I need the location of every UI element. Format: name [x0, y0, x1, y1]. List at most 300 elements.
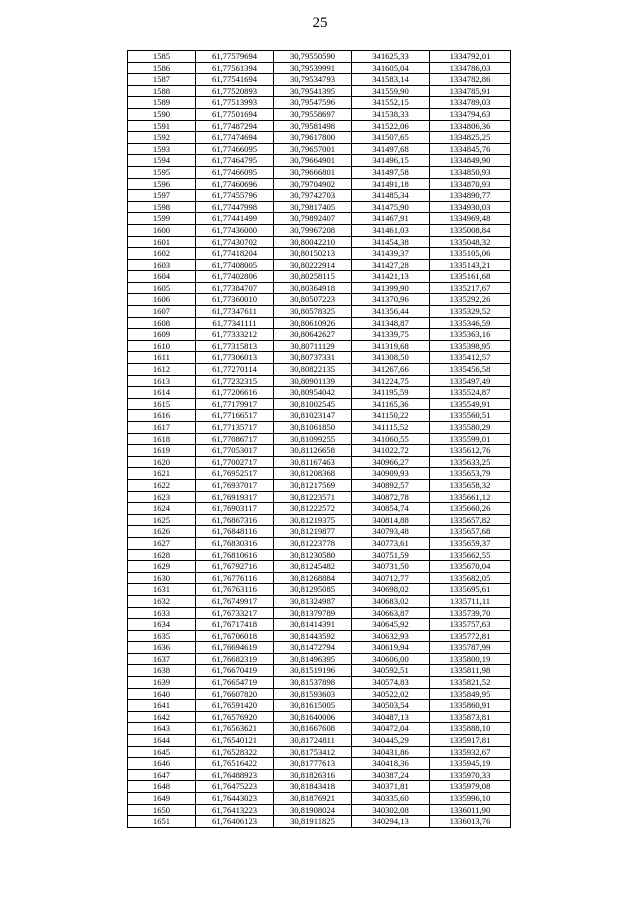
- table-row: [128, 816, 511, 828]
- table-row: [128, 584, 511, 596]
- point-number-cell: 1626: [128, 526, 196, 538]
- x-coordinate-cell: 340445,29: [352, 735, 430, 747]
- y-coordinate-cell: 1335970,33: [430, 769, 511, 781]
- x-coordinate-cell: 340645,92: [352, 619, 430, 631]
- y-coordinate-cell: 1335658,32: [430, 479, 511, 491]
- y-coordinate-cell: 1334792,01: [430, 51, 511, 63]
- longitude-cell: 30,81876921: [274, 793, 352, 805]
- longitude-cell: 30,81126658: [274, 445, 352, 457]
- x-coordinate-cell: 341267,66: [352, 364, 430, 376]
- latitude-cell: 61,76488923: [196, 769, 274, 781]
- latitude-cell: 61,76733217: [196, 607, 274, 619]
- latitude-cell: 61,77513993: [196, 97, 274, 109]
- x-coordinate-cell: 340663,87: [352, 607, 430, 619]
- longitude-cell: 30,81002545: [274, 398, 352, 410]
- table-row: [128, 74, 511, 86]
- table-row: [128, 468, 511, 480]
- longitude-cell: 30,81023147: [274, 410, 352, 422]
- longitude-cell: 30,81324987: [274, 595, 352, 607]
- latitude-cell: 61,77232315: [196, 375, 274, 387]
- x-coordinate-cell: 340503,54: [352, 700, 430, 712]
- point-number-cell: 1586: [128, 62, 196, 74]
- x-coordinate-cell: 340487,13: [352, 711, 430, 723]
- y-coordinate-cell: 1335612,76: [430, 445, 511, 457]
- longitude-cell: 30,80150213: [274, 248, 352, 260]
- y-coordinate-cell: 1334969,48: [430, 213, 511, 225]
- x-coordinate-cell: 341348,87: [352, 317, 430, 329]
- point-number-cell: 1619: [128, 445, 196, 457]
- table-row: [128, 62, 511, 74]
- point-number-cell: 1591: [128, 120, 196, 132]
- x-coordinate-cell: 340522,02: [352, 688, 430, 700]
- latitude-cell: 61,77418204: [196, 248, 274, 260]
- table-row: [128, 491, 511, 503]
- latitude-cell: 61,77053017: [196, 445, 274, 457]
- y-coordinate-cell: 1334825,25: [430, 132, 511, 144]
- longitude-cell: 30,79967208: [274, 224, 352, 236]
- point-number-cell: 1614: [128, 387, 196, 399]
- point-number-cell: 1622: [128, 479, 196, 491]
- point-number-cell: 1602: [128, 248, 196, 260]
- y-coordinate-cell: 1335996,10: [430, 793, 511, 805]
- point-number-cell: 1628: [128, 549, 196, 561]
- point-number-cell: 1638: [128, 665, 196, 677]
- table-row: [128, 433, 511, 445]
- table-row: [128, 723, 511, 735]
- table-row: [128, 236, 511, 248]
- longitude-cell: 30,80507223: [274, 294, 352, 306]
- longitude-cell: 30,80954042: [274, 387, 352, 399]
- longitude-cell: 30,79704902: [274, 178, 352, 190]
- table-row: [128, 445, 511, 457]
- longitude-cell: 30,79892407: [274, 213, 352, 225]
- x-coordinate-cell: 340619,94: [352, 642, 430, 654]
- latitude-cell: 61,77466095: [196, 143, 274, 155]
- latitude-cell: 61,77460696: [196, 178, 274, 190]
- x-coordinate-cell: 341165,36: [352, 398, 430, 410]
- table-row: [128, 746, 511, 758]
- latitude-cell: 61,76576920: [196, 711, 274, 723]
- point-number-cell: 1640: [128, 688, 196, 700]
- table-row: [128, 769, 511, 781]
- x-coordinate-cell: 340606,00: [352, 653, 430, 665]
- x-coordinate-cell: 341522,06: [352, 120, 430, 132]
- longitude-cell: 30,79657001: [274, 143, 352, 155]
- point-number-cell: 1618: [128, 433, 196, 445]
- y-coordinate-cell: 1334930,03: [430, 201, 511, 213]
- longitude-cell: 30,80822135: [274, 364, 352, 376]
- point-number-cell: 1649: [128, 793, 196, 805]
- x-coordinate-cell: 341538,33: [352, 108, 430, 120]
- longitude-cell: 30,80578325: [274, 306, 352, 318]
- longitude-cell: 30,81472794: [274, 642, 352, 654]
- latitude-cell: 61,76937017: [196, 479, 274, 491]
- y-coordinate-cell: 1335757,63: [430, 619, 511, 631]
- point-number-cell: 1635: [128, 630, 196, 642]
- table-row: [128, 329, 511, 341]
- point-number-cell: 1604: [128, 271, 196, 283]
- y-coordinate-cell: 1335657,82: [430, 514, 511, 526]
- latitude-cell: 61,77306013: [196, 352, 274, 364]
- latitude-cell: 61,76706018: [196, 630, 274, 642]
- point-number-cell: 1613: [128, 375, 196, 387]
- longitude-cell: 30,79541395: [274, 85, 352, 97]
- point-number-cell: 1601: [128, 236, 196, 248]
- point-number-cell: 1611: [128, 352, 196, 364]
- latitude-cell: 61,76952517: [196, 468, 274, 480]
- point-number-cell: 1623: [128, 491, 196, 503]
- table-row: [128, 85, 511, 97]
- y-coordinate-cell: 1335772,81: [430, 630, 511, 642]
- table-row: [128, 398, 511, 410]
- longitude-cell: 30,81268884: [274, 572, 352, 584]
- latitude-cell: 61,76867316: [196, 514, 274, 526]
- longitude-cell: 30,81222572: [274, 503, 352, 515]
- point-number-cell: 1631: [128, 584, 196, 596]
- table-row: [128, 282, 511, 294]
- longitude-cell: 30,81640006: [274, 711, 352, 723]
- point-number-cell: 1636: [128, 642, 196, 654]
- x-coordinate-cell: 340335,60: [352, 793, 430, 805]
- y-coordinate-cell: 1335633,25: [430, 456, 511, 468]
- x-coordinate-cell: 340592,51: [352, 665, 430, 677]
- longitude-cell: 30,81414391: [274, 619, 352, 631]
- table-row: [128, 781, 511, 793]
- y-coordinate-cell: 1335849,95: [430, 688, 511, 700]
- latitude-cell: 61,77206616: [196, 387, 274, 399]
- x-coordinate-cell: 340909,93: [352, 468, 430, 480]
- y-coordinate-cell: 1335873,81: [430, 711, 511, 723]
- point-number-cell: 1644: [128, 735, 196, 747]
- point-number-cell: 1627: [128, 537, 196, 549]
- latitude-cell: 61,77135717: [196, 422, 274, 434]
- latitude-cell: 61,77341111: [196, 317, 274, 329]
- longitude-cell: 30,81379789: [274, 607, 352, 619]
- point-number-cell: 1610: [128, 340, 196, 352]
- latitude-cell: 61,76694619: [196, 642, 274, 654]
- x-coordinate-cell: 341507,65: [352, 132, 430, 144]
- y-coordinate-cell: 1335653,79: [430, 468, 511, 480]
- table-row: [128, 607, 511, 619]
- point-number-cell: 1609: [128, 329, 196, 341]
- point-number-cell: 1632: [128, 595, 196, 607]
- longitude-cell: 30,80737331: [274, 352, 352, 364]
- latitude-cell: 61,76903117: [196, 503, 274, 515]
- longitude-cell: 30,81245482: [274, 561, 352, 573]
- point-number-cell: 1599: [128, 213, 196, 225]
- latitude-cell: 61,76516422: [196, 758, 274, 770]
- latitude-cell: 61,76443023: [196, 793, 274, 805]
- x-coordinate-cell: 340418,36: [352, 758, 430, 770]
- latitude-cell: 61,76591420: [196, 700, 274, 712]
- point-number-cell: 1641: [128, 700, 196, 712]
- x-coordinate-cell: 340698,02: [352, 584, 430, 596]
- y-coordinate-cell: 1335217,67: [430, 282, 511, 294]
- x-coordinate-cell: 340371,81: [352, 781, 430, 793]
- latitude-cell: 61,77436000: [196, 224, 274, 236]
- x-coordinate-cell: 341308,50: [352, 352, 430, 364]
- y-coordinate-cell: 1335660,26: [430, 503, 511, 515]
- latitude-cell: 61,77447998: [196, 201, 274, 213]
- latitude-cell: 61,77179917: [196, 398, 274, 410]
- latitude-cell: 61,76682319: [196, 653, 274, 665]
- latitude-cell: 61,77561394: [196, 62, 274, 74]
- table-row: [128, 595, 511, 607]
- table-row: [128, 514, 511, 526]
- x-coordinate-cell: 340892,57: [352, 479, 430, 491]
- y-coordinate-cell: 1335860,91: [430, 700, 511, 712]
- y-coordinate-cell: 1335497,49: [430, 375, 511, 387]
- latitude-cell: 61,76413223: [196, 804, 274, 816]
- latitude-cell: 61,77455796: [196, 190, 274, 202]
- x-coordinate-cell: 341022,72: [352, 445, 430, 457]
- longitude-cell: 30,81667608: [274, 723, 352, 735]
- x-coordinate-cell: 340294,13: [352, 816, 430, 828]
- table-row: [128, 688, 511, 700]
- y-coordinate-cell: 1335787,99: [430, 642, 511, 654]
- point-number-cell: 1595: [128, 166, 196, 178]
- y-coordinate-cell: 1334890,77: [430, 190, 511, 202]
- y-coordinate-cell: 1334870,93: [430, 178, 511, 190]
- x-coordinate-cell: 340793,48: [352, 526, 430, 538]
- point-number-cell: 1615: [128, 398, 196, 410]
- table-row: [128, 294, 511, 306]
- x-coordinate-cell: 340854,74: [352, 503, 430, 515]
- longitude-cell: 30,80901139: [274, 375, 352, 387]
- table-row: [128, 340, 511, 352]
- latitude-cell: 61,77579694: [196, 51, 274, 63]
- latitude-cell: 61,76792716: [196, 561, 274, 573]
- table-row: [128, 572, 511, 584]
- table-row: [128, 224, 511, 236]
- point-number-cell: 1612: [128, 364, 196, 376]
- latitude-cell: 61,77402806: [196, 271, 274, 283]
- y-coordinate-cell: 1335657,68: [430, 526, 511, 538]
- table-row: [128, 422, 511, 434]
- latitude-cell: 61,77315813: [196, 340, 274, 352]
- longitude-cell: 30,79664901: [274, 155, 352, 167]
- latitude-cell: 61,76528322: [196, 746, 274, 758]
- x-coordinate-cell: 340302,08: [352, 804, 430, 816]
- longitude-cell: 30,80364918: [274, 282, 352, 294]
- latitude-cell: 61,77441499: [196, 213, 274, 225]
- table-row: [128, 653, 511, 665]
- table-row: [128, 630, 511, 642]
- longitude-cell: 30,81443592: [274, 630, 352, 642]
- longitude-cell: 30,81061850: [274, 422, 352, 434]
- longitude-cell: 30,79558697: [274, 108, 352, 120]
- table-row: [128, 665, 511, 677]
- longitude-cell: 30,79817405: [274, 201, 352, 213]
- table-row: [128, 271, 511, 283]
- x-coordinate-cell: 341461,03: [352, 224, 430, 236]
- longitude-cell: 30,81217569: [274, 479, 352, 491]
- y-coordinate-cell: 1334849,90: [430, 155, 511, 167]
- table-row: [128, 190, 511, 202]
- table-row: [128, 410, 511, 422]
- x-coordinate-cell: 341467,91: [352, 213, 430, 225]
- longitude-cell: 30,81593603: [274, 688, 352, 700]
- longitude-cell: 30,81615005: [274, 700, 352, 712]
- latitude-cell: 61,77002717: [196, 456, 274, 468]
- y-coordinate-cell: 1335292,26: [430, 294, 511, 306]
- point-number-cell: 1637: [128, 653, 196, 665]
- x-coordinate-cell: 340814,88: [352, 514, 430, 526]
- longitude-cell: 30,81099255: [274, 433, 352, 445]
- y-coordinate-cell: 1335599,01: [430, 433, 511, 445]
- point-number-cell: 1589: [128, 97, 196, 109]
- longitude-cell: 30,81496395: [274, 653, 352, 665]
- point-number-cell: 1603: [128, 259, 196, 271]
- y-coordinate-cell: 1335008,84: [430, 224, 511, 236]
- point-number-cell: 1645: [128, 746, 196, 758]
- table-row: [128, 619, 511, 631]
- latitude-cell: 61,77520893: [196, 85, 274, 97]
- table-row: [128, 549, 511, 561]
- longitude-cell: 30,80610926: [274, 317, 352, 329]
- longitude-cell: 30,80258115: [274, 271, 352, 283]
- latitude-cell: 61,77270114: [196, 364, 274, 376]
- y-coordinate-cell: 1334850,93: [430, 166, 511, 178]
- longitude-cell: 30,81230580: [274, 549, 352, 561]
- y-coordinate-cell: 1335739,70: [430, 607, 511, 619]
- x-coordinate-cell: 341496,15: [352, 155, 430, 167]
- latitude-cell: 61,76670419: [196, 665, 274, 677]
- y-coordinate-cell: 1335580,29: [430, 422, 511, 434]
- longitude-cell: 30,81826316: [274, 769, 352, 781]
- table-row: [128, 642, 511, 654]
- point-number-cell: 1620: [128, 456, 196, 468]
- x-coordinate-cell: 341421,13: [352, 271, 430, 283]
- y-coordinate-cell: 1336013,76: [430, 816, 511, 828]
- y-coordinate-cell: 1335329,52: [430, 306, 511, 318]
- table-row: [128, 503, 511, 515]
- table-row: [128, 479, 511, 491]
- longitude-cell: 30,81295085: [274, 584, 352, 596]
- x-coordinate-cell: 341060,55: [352, 433, 430, 445]
- longitude-cell: 30,79581498: [274, 120, 352, 132]
- table-row: [128, 537, 511, 549]
- point-number-cell: 1648: [128, 781, 196, 793]
- y-coordinate-cell: 1335662,55: [430, 549, 511, 561]
- table-row: [128, 793, 511, 805]
- point-number-cell: 1643: [128, 723, 196, 735]
- y-coordinate-cell: 1334785,91: [430, 85, 511, 97]
- point-number-cell: 1600: [128, 224, 196, 236]
- point-number-cell: 1651: [128, 816, 196, 828]
- latitude-cell: 61,76763116: [196, 584, 274, 596]
- longitude-cell: 30,81843418: [274, 781, 352, 793]
- y-coordinate-cell: 1335661,12: [430, 491, 511, 503]
- point-number-cell: 1588: [128, 85, 196, 97]
- latitude-cell: 61,77333212: [196, 329, 274, 341]
- table-row: [128, 364, 511, 376]
- latitude-cell: 61,76607820: [196, 688, 274, 700]
- x-coordinate-cell: 340751,59: [352, 549, 430, 561]
- y-coordinate-cell: 1335412,57: [430, 352, 511, 364]
- table-row: [128, 108, 511, 120]
- y-coordinate-cell: 1335363,16: [430, 329, 511, 341]
- point-number-cell: 1607: [128, 306, 196, 318]
- longitude-cell: 30,79742703: [274, 190, 352, 202]
- x-coordinate-cell: 341356,44: [352, 306, 430, 318]
- longitude-cell: 30,79539991: [274, 62, 352, 74]
- latitude-cell: 61,76406123: [196, 816, 274, 828]
- table-row: [128, 166, 511, 178]
- table-row: [128, 201, 511, 213]
- y-coordinate-cell: 1334782,86: [430, 74, 511, 86]
- y-coordinate-cell: 1335161,68: [430, 271, 511, 283]
- latitude-cell: 61,77487294: [196, 120, 274, 132]
- y-coordinate-cell: 1335524,87: [430, 387, 511, 399]
- table-row: [128, 375, 511, 387]
- x-coordinate-cell: 340731,50: [352, 561, 430, 573]
- table-row: [128, 387, 511, 399]
- table-row: [128, 561, 511, 573]
- latitude-cell: 61,76830316: [196, 537, 274, 549]
- x-coordinate-cell: 341399,90: [352, 282, 430, 294]
- table-row: [128, 456, 511, 468]
- longitude-cell: 30,79550590: [274, 51, 352, 63]
- coordinates-table-body: [128, 51, 511, 828]
- point-number-cell: 1646: [128, 758, 196, 770]
- y-coordinate-cell: 1335670,04: [430, 561, 511, 573]
- longitude-cell: 30,81219877: [274, 526, 352, 538]
- longitude-cell: 30,81208368: [274, 468, 352, 480]
- x-coordinate-cell: 341339,75: [352, 329, 430, 341]
- x-coordinate-cell: 340773,61: [352, 537, 430, 549]
- latitude-cell: 61,76717418: [196, 619, 274, 631]
- point-number-cell: 1593: [128, 143, 196, 155]
- longitude-cell: 30,81777613: [274, 758, 352, 770]
- point-number-cell: 1608: [128, 317, 196, 329]
- longitude-cell: 30,79617800: [274, 132, 352, 144]
- table-row: [128, 259, 511, 271]
- y-coordinate-cell: 1335456,58: [430, 364, 511, 376]
- point-number-cell: 1633: [128, 607, 196, 619]
- x-coordinate-cell: 341195,59: [352, 387, 430, 399]
- point-number-cell: 1629: [128, 561, 196, 573]
- y-coordinate-cell: 1335695,61: [430, 584, 511, 596]
- y-coordinate-cell: 1335979,08: [430, 781, 511, 793]
- latitude-cell: 61,77474694: [196, 132, 274, 144]
- point-number-cell: 1598: [128, 201, 196, 213]
- latitude-cell: 61,76654719: [196, 677, 274, 689]
- x-coordinate-cell: 341605,04: [352, 62, 430, 74]
- y-coordinate-cell: 1335888,10: [430, 723, 511, 735]
- table-row: [128, 804, 511, 816]
- point-number-cell: 1617: [128, 422, 196, 434]
- table-row: [128, 306, 511, 318]
- y-coordinate-cell: 1335682,05: [430, 572, 511, 584]
- table-row: [128, 132, 511, 144]
- latitude-cell: 61,77501694: [196, 108, 274, 120]
- table-row: [128, 700, 511, 712]
- page-number: 25: [312, 15, 328, 31]
- y-coordinate-cell: 1335932,67: [430, 746, 511, 758]
- x-coordinate-cell: 340472,04: [352, 723, 430, 735]
- table-row: [128, 120, 511, 132]
- x-coordinate-cell: 340712,77: [352, 572, 430, 584]
- y-coordinate-cell: 1335917,81: [430, 735, 511, 747]
- y-coordinate-cell: 1334845,76: [430, 143, 511, 155]
- x-coordinate-cell: 340574,83: [352, 677, 430, 689]
- longitude-cell: 30,80222914: [274, 259, 352, 271]
- table-row: [128, 248, 511, 260]
- x-coordinate-cell: 341454,38: [352, 236, 430, 248]
- x-coordinate-cell: 340431,86: [352, 746, 430, 758]
- latitude-cell: 61,76540121: [196, 735, 274, 747]
